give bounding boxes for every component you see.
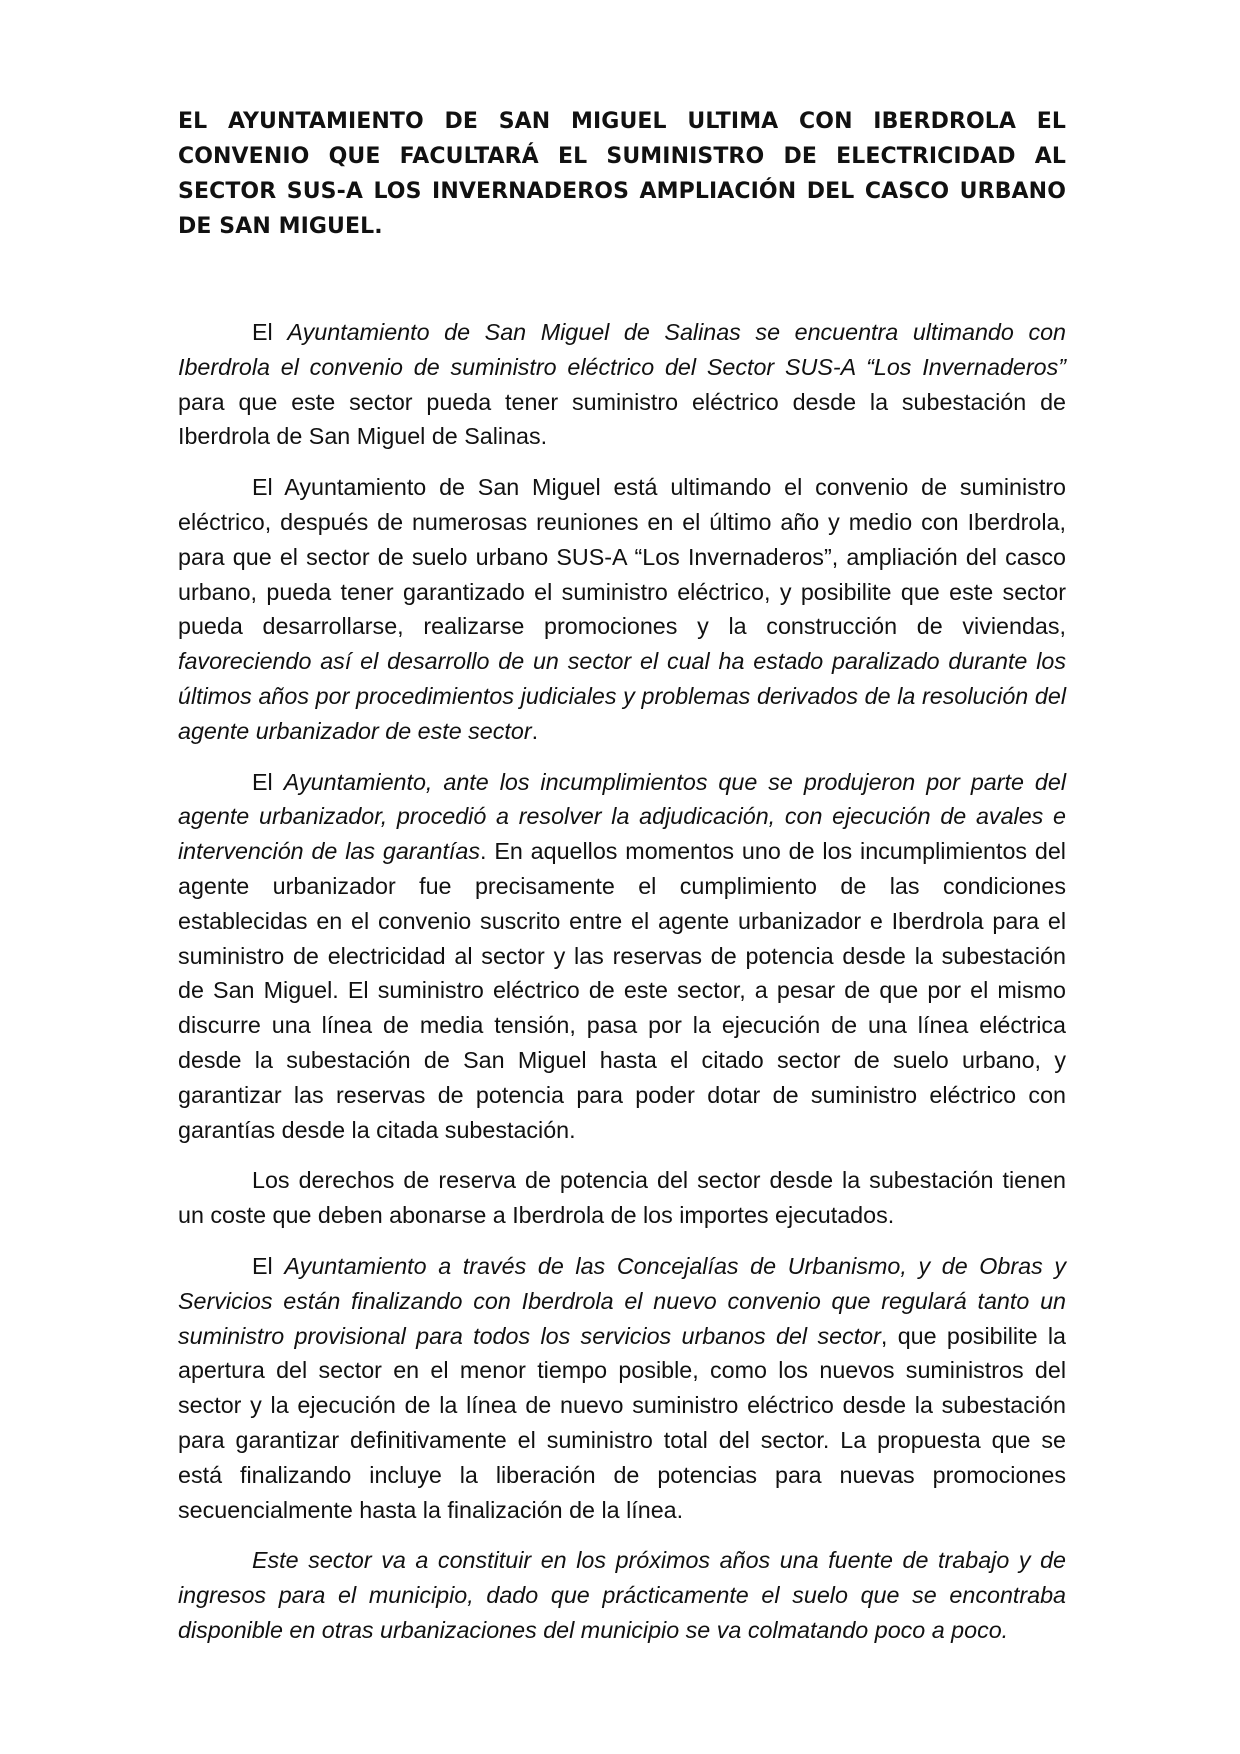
body-paragraph: [178, 765, 1066, 1148]
italic-text: Ayuntamiento a través de las Concejalías de Urbanismo, y de Obras y Servicios están finalizando con Iberdrola el nuevo convenio que regulará tanto un suministro provisional para todos los servicios urbanos del sector: [178, 1252, 1066, 1349]
document-title: EL AYUNTAMIENTO DE SAN MIGUEL ULTIMA CON IBERDROLA EL CONVENIO QUE FACULTARÁ EL SUMINISTRO DE ELECTRICIDAD AL SECTOR SUS-A LOS INVERNADEROS AMPLIACIÓN DEL CASCO URBANO DE SAN MIGUEL.: [178, 109, 1066, 239]
paragraph-text: El Ayuntamiento de San Miguel está ultimando el convenio de suministro eléctrico, después de numerosas reuniones en el último año y medio con Iberdrola, para que el sector de suelo urbano SUS-A “Los Invernaderos”, ampliación del casco urbano, pueda tener garantizado el suministro eléctrico, y posibilite que este sector pueda desarrollarse, realizarse promociones y la construcción de viviendas,: [178, 474, 1066, 640]
paragraph-text: El: [252, 319, 288, 345]
paragraph-text: Los derechos de reserva de potencia del sector desde la subestación tienen un coste que deben abonarse a Iberdrola de los importes ejecutados.: [178, 1167, 1066, 1229]
body-paragraph: [178, 1543, 1066, 1647]
body-paragraph: [178, 470, 1066, 748]
document-content: [178, 104, 1066, 1648]
body-paragraph: [178, 1249, 1066, 1527]
paragraph-text: .: [531, 717, 539, 744]
paragraph-text: para que este sector pueda tener suministro eléctrico desde la subestación de Iberdrola de San Miguel de Salinas.: [178, 388, 1066, 450]
italic-text: favoreciendo así el desarrollo de un sector el cual ha estado paralizado durante los últimos años por procedimientos judiciales y problemas derivados de la resolución del agente urbanizador de este sector: [178, 648, 1066, 744]
italic-text: Este sector va a constituir en los próximos años una fuente de trabajo y de ingresos para el municipio, dado que prácticamente el suelo que se encontraba disponible en otras urbanizaciones del municipio se va colmatando poco a poco.: [178, 1547, 1066, 1643]
italic-text: Ayuntamiento de San Miguel de Salinas se encuentra ultimando con Iberdrola el convenio de suministro eléctrico del Sector SUS-A “Los Invernaderos”: [178, 319, 1066, 380]
italic-text: Ayuntamiento, ante los incumplimientos que se produjeron por parte del agente urbanizador, procedió a resolver la adjudicación, con ejecución de avales e intervención de las garantías: [178, 768, 1066, 865]
paragraph-text: , que posibilite la apertura del sector en el menor tiempo posible, como los nuevos suministros del sector y la ejecución de la línea de nuevo suministro eléctrico desde la subestación para garantizar definitivamente el suministro total del sector. La propuesta que se está finalizando incluye la liberación de potencias para nuevas promociones secuencialmente hasta la finalización de la línea.: [178, 1322, 1066, 1523]
paragraph-text: El: [252, 768, 284, 795]
body-paragraph: [178, 1163, 1066, 1233]
paragraph-text: El: [252, 1252, 285, 1279]
paragraph-text: . En aquellos momentos uno de los incumplimientos del agente urbanizador fue precisamente el cumplimiento de las condiciones establecidas en el convenio suscrito entre el agente urbanizador e Iberdrola para el suministro de electricidad al sector y las reservas de potencia desde la subestación de San Miguel. El suministro eléctrico de este sector, a pesar de que por el mismo discurre una línea de media tensión, pasa por la ejecución de una línea eléctrica desde la subestación de San Miguel hasta el citado sector de suelo urbano, y garantizar las reservas de potencia para poder dotar de suministro eléctrico con garantías desde la citada subestación.: [178, 838, 1066, 1143]
body-paragraph: [178, 315, 1066, 454]
document-body: [178, 315, 1066, 1648]
